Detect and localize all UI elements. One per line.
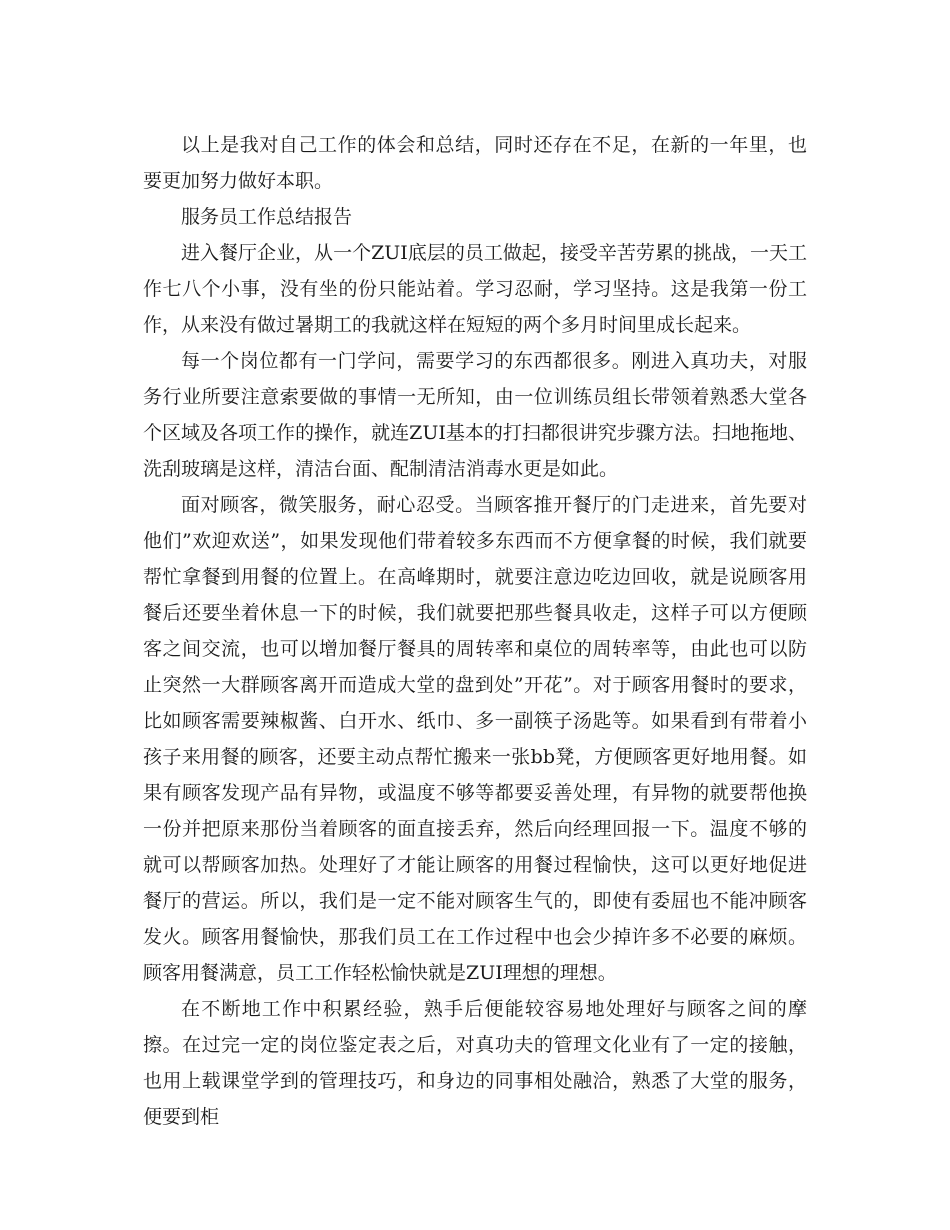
document-body <box>143 127 807 1135</box>
paragraph-facing-customers: 面对顾客，微笑服务，耐心忍受。当顾客推开餐厅的门走进来，首先要对他们”欢迎欢送”，如果发现他们带着较多东西而不方便拿餐的时候，我们就要帮忙拿餐到用餐的位置上。在高峰期时，就要注意边吃边回收，就是说顾客用餐后还要坐着休息一下的时候，我们就要把那些餐具收走，这样子可以方便顾客之间交流，也可以增加餐厅餐具的周转率和桌位的周转率等，由此也可以防止突然一大群顾客离开而造成大堂的盘到处”开花”。对于顾客用餐时的要求，比如顾客需要辣椒酱、白开水、纸巾、多一副筷子汤匙等。如果看到有带着小孩子来用餐的顾客，还要主动点帮忙搬来一张bb凳，方便顾客更好地用餐。如果有顾客发现产品有异物，或温度不够等都要妥善处理，有异物的就要帮他换一份并把原来那份当着顾客的面直接丢弃，然后向经理回报一下。温度不够的就可以帮顾客加热。处理好了才能让顾客的用餐过程愉快，这可以更好地促进餐厅的营运。所以，我们是一定不能对顾客生气的，即使有委屈也不能冲顾客发火。顾客用餐愉快，那我们员工在工作过程中也会少掉许多不必要的麻烦。顾客用餐满意，员工工作轻松愉快就是ZUI理想的理想。 <box>143 494 807 984</box>
paragraph-accumulating-experience: 在不断地工作中积累经验，熟手后便能较容易地处理好与顾客之间的摩擦。在过完一定的岗位鉴定表之后，对真功夫的管理文化业有了一定的接触，也用上载课堂学到的管理技巧，和身边的同事相处融洽，熟悉了大堂的服务，便要到柜 <box>143 998 807 1128</box>
paragraph-closing-summary: 以上是我对自己工作的体会和总结，同时还存在不足，在新的一年里，也要更加努力做好本职。 <box>143 134 807 192</box>
section-heading-waiter-summary: 服务员工作总结报告 <box>181 206 353 228</box>
paragraph-learning-positions: 每一个岗位都有一门学问，需要学习的东西都很多。刚进入真功夫，对服务行业所要注意索要做的事情一无所知，由一位训练员组长带领着熟悉大堂各个区域及各项工作的操作，就连ZUI基本的打扫都很讲究步骤方法。扫地拖地、洗刮玻璃是这样，清洁台面、配制清洁消毒水更是如此。 <box>143 350 807 480</box>
paragraph-entering-restaurant: 进入餐厅企业，从一个ZUI底层的员工做起，接受辛苦劳累的挑战，一天工作七八个小事，没有坐的份只能站着。学习忍耐，学习坚持。这是我第一份工作，从来没有做过暑期工的我就这样在短短的两个多月时间里成长起来。 <box>143 242 807 336</box>
